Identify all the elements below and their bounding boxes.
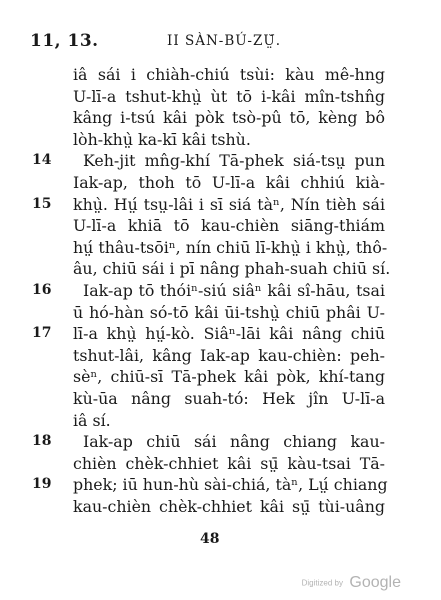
line-text: khṳ̀. Hṳ́ tsṳ-lâi i sī siá tàⁿ, Nín tièh sái [73,194,385,214]
line-text: ū hó-hàn só-tō kâi ūi-tshṳ̀ chiū phâi U- [73,302,385,322]
line-text: U-lī-a tshut-khṳ̀ ùt tō i-kâi mîn-tshn̂g [73,86,385,106]
line-text: kâng i-tsú kâi pòk tsò-pû tō, kèng bô [73,108,385,128]
line-text: iâ sái i chiàh-chiú tsùi: kàu mê-hng [73,65,385,84]
line-text: Iak-ap tō thóiⁿ-siú siâⁿ kâi sî-hāu, tsai [83,280,385,300]
line-text: Iak-ap chiū sái nâng chiang kau- [83,432,385,452]
verse-number: 15 [32,195,52,212]
text-line [0,410,441,432]
text-line [0,150,441,172]
text-line [0,86,441,108]
watermark-prefix: Digitized by [301,578,343,588]
line-text: U-lī-a khiā tō kau-chièn siāng-thiám [73,216,385,236]
watermark-logo: Google [349,574,401,591]
line-text: Iak-ap, thoh tō U-lī-a kâi chhiú kià- [73,172,385,192]
line-text: phek; iū hun-hù sài-chiá, tàⁿ, Lṳ́ chiang [73,475,388,495]
text-line [0,107,441,129]
page-number: 48 [200,531,220,547]
text-line [0,345,441,367]
text-line [0,323,441,345]
text-line [0,366,441,388]
text-line [0,302,441,324]
running-header [30,31,420,55]
verse-number: 16 [32,281,52,298]
line-text: tshut-lâi, kâng Iak-ap kau-chièn: peh- [73,345,385,365]
body-text [0,64,441,517]
text-line [0,431,441,453]
text-line [0,237,441,259]
text-line [0,215,441,237]
verse-number: 19 [32,476,52,493]
text-line [0,453,441,475]
text-line [0,496,441,518]
line-text: lī-a khṳ̀ hṳ́-kò. Siâⁿ-lāi kâi nâng chiū [73,324,385,344]
verse-number: 18 [32,433,52,450]
line-text: âu, chiū sái i pī nâng phah-suah chiū sí. [73,259,391,279]
line-text: chièn chèk-chhiet kâi sṳ̄ kàu-tsai Tā- [73,453,385,473]
chapter-verse-reference: 11, 13. [30,31,99,51]
line-text: Keh-jit mn̂g-khí Tā-phek siá-tsṳ pun [83,151,385,171]
text-line [0,172,441,194]
line-text: hṳ́ thâu-tsōiⁿ, nín chiū lī-khṳ̀ i khṳ̀, thô- [73,237,388,257]
text-line [0,280,441,302]
line-text: kau-chièn chèk-chhiet kâi sṳ̄ tùi-uâng [73,496,385,516]
line-text: iâ sí. [73,410,111,430]
book-title: II SÀN-BÚ-ZṲ̆. [167,33,281,49]
verse-number: 14 [32,152,52,169]
digitization-watermark [302,574,401,592]
text-line [0,388,441,410]
text-line [0,64,441,86]
line-text: kù-ūa nâng suah-tó: Hek jîn U-lī-a [73,388,385,408]
text-line [0,194,441,216]
line-text: lòh-khṳ̀ ka-kī kâi tshù. [73,129,251,149]
text-line [0,129,441,151]
line-text: sèⁿ, chiū-sī Tā-phek kâi pòk, khí-tang [73,367,385,387]
text-line [0,258,441,280]
text-line [0,474,441,496]
verse-number: 17 [32,325,52,342]
